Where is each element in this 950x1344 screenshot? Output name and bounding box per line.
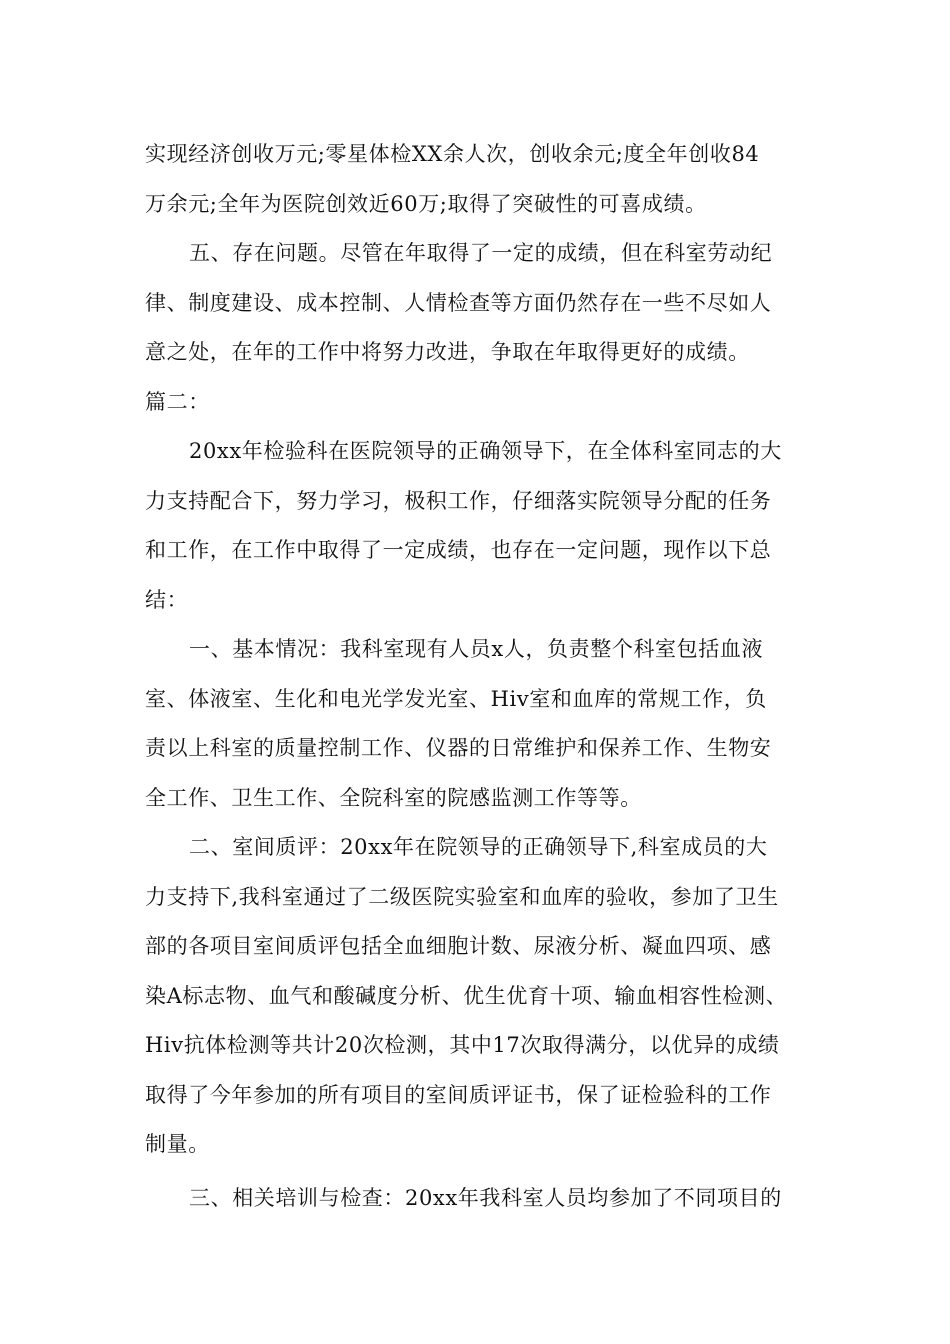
part-two-title: 篇二： — [145, 389, 210, 414]
document-body — [145, 130, 835, 1223]
text-line: 万余元;全年为医院创效近60万;取得了突破性的可喜成绩。 — [145, 191, 707, 216]
text-line: 力支持配合下，努力学习，极积工作，仔细落实院领导分配的任务 — [145, 488, 772, 513]
text-line: Hiv抗体检测等共计20次检测，其中17次取得满分，以优异的成绩 — [145, 1033, 780, 1057]
intro-paragraph-line: 20xx年检验科在医院领导的正确领导下，在全体科室同志的大 — [189, 439, 782, 463]
text-line: 律、制度建设、成本控制、人情检查等方面仍然存在一些不尽如人 — [145, 290, 772, 315]
text-line: 结： — [145, 587, 189, 612]
section-three-heading-line: 三、相关培训与检查：20xx年我科室人员均参加了不同项目的 — [189, 1185, 782, 1210]
text-line: 意之处，在年的工作中将努力改进，争取在年取得更好的成绩。 — [145, 340, 750, 364]
text-line: 实现经济创收万元;零星体检XX余人次，创收余元;度全年创收84 — [145, 142, 760, 166]
text-line: 染A标志物、血气和酸碱度分析、优生优育十项、输血相容性检测、 — [145, 983, 788, 1008]
text-line: 室、体液室、生化和电光学发光室、Hiv室和血库的常规工作，负 — [145, 686, 767, 711]
text-line: 取得了今年参加的所有项目的室间质评证书，保了证检验科的工作 — [145, 1082, 772, 1107]
section-one-heading-line: 一、基本情况：我科室现有人员x人，负责整个科室包括血液 — [189, 637, 764, 661]
section-two-heading-line: 二、室间质评：20xx年在院领导的正确领导下,科室成员的大 — [189, 835, 768, 859]
text-line: 力支持下,我科室通过了二级医院实验室和血库的验收，参加了卫生 — [145, 884, 779, 909]
text-line: 和工作，在工作中取得了一定成绩，也存在一定问题，现作以下总 — [145, 538, 772, 562]
section-five-heading-line: 五、存在问题。尽管在年取得了一定的成绩，但在科室劳动纪 — [189, 241, 773, 265]
text-line: 部的各项目室间质评包括全血细胞计数、尿液分析、凝血四项、感 — [145, 934, 772, 958]
text-line: 责以上科室的质量控制工作、仪器的日常维护和保养工作、生物安 — [145, 736, 772, 760]
text-line: 全工作、卫生工作、全院科室的院感监测工作等等。 — [145, 785, 642, 810]
text-line: 制量。 — [145, 1132, 210, 1156]
